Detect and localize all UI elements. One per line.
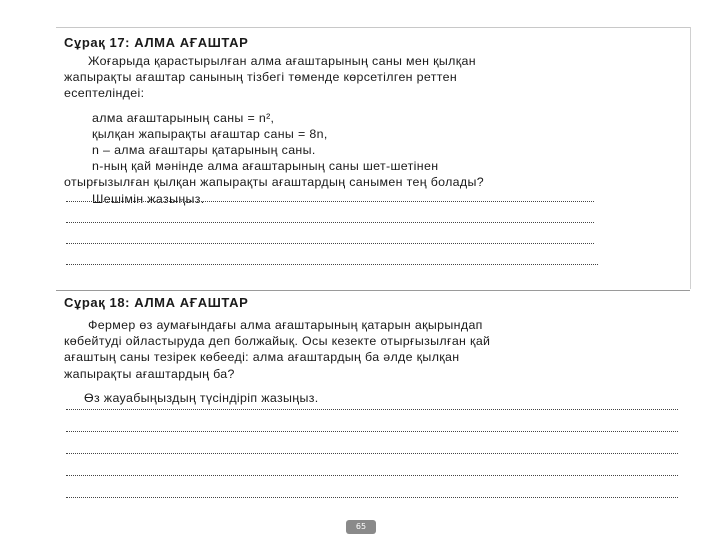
q18-text-line-4: жапырақты ағаштардың ба? [64, 366, 235, 381]
q18-title: Сұрақ 18: АЛМА АҒАШТАР [64, 295, 249, 310]
right-border [690, 27, 691, 289]
q17-answer-line-4[interactable] [66, 264, 598, 265]
q17-question-line-1: n-ның қай мәнінде алма ағаштарының саны шет-шетінен [92, 159, 439, 174]
section-divider [56, 290, 690, 291]
q17-question-line-2: отырғызылған қылқан жапырақты ағаштардың санымен тең болады? [64, 175, 485, 190]
question-17 [64, 34, 684, 207]
q17-answer-line-1[interactable] [66, 201, 594, 202]
q17-answer-line-3[interactable] [66, 243, 594, 244]
q18-instruction: Өз жауабыңыздың түсіндіріп жазыңыз. [84, 390, 319, 405]
question-18 [64, 294, 684, 406]
q18-answer-line-1[interactable] [66, 409, 678, 410]
q17-def-n: n – алма ағаштары қатарының саны. [92, 143, 316, 158]
q18-answer-line-2[interactable] [66, 431, 678, 432]
q17-definitions [64, 110, 684, 159]
top-border [56, 27, 690, 28]
q17-instruction: Шешімін жазыңыз. [92, 191, 205, 206]
q18-answer-line-4[interactable] [66, 475, 678, 476]
q17-title: Сұрақ 17: АЛМА АҒАШТАР [64, 35, 249, 50]
q17-intro-line-1: Жоғарыда қарастырылған алма ағаштарының саны мен қылқан [88, 54, 476, 68]
q18-answer-line-5[interactable] [66, 497, 678, 498]
q17-answer-line-2[interactable] [66, 222, 594, 223]
q18-text-line-3: ағаштың саны тезірек көбееді: алма ағаштардың ба әлде қылқан [64, 350, 460, 365]
q17-intro-line-3: есептеліндеі: [64, 86, 145, 101]
q17-def-apple: алма ағаштарының саны = n², [92, 110, 275, 125]
q18-answer-line-3[interactable] [66, 453, 678, 454]
q17-def-conifer: қылқан жапырақты ағаштар саны = 8n, [92, 126, 328, 141]
q18-text-line-2: көбейтуді ойластыруда деп болжайық. Осы кезекте отырғызылған қай [64, 334, 491, 349]
q18-text-line-1: Фермер өз аумағындағы алма ағаштарының қатарын ақырындап [88, 318, 483, 332]
q17-intro-line-2: жапырақты ағаштар санының тізбегі төменде көрсетілген реттен [64, 70, 458, 85]
page-number-tab: 65 [346, 520, 376, 534]
